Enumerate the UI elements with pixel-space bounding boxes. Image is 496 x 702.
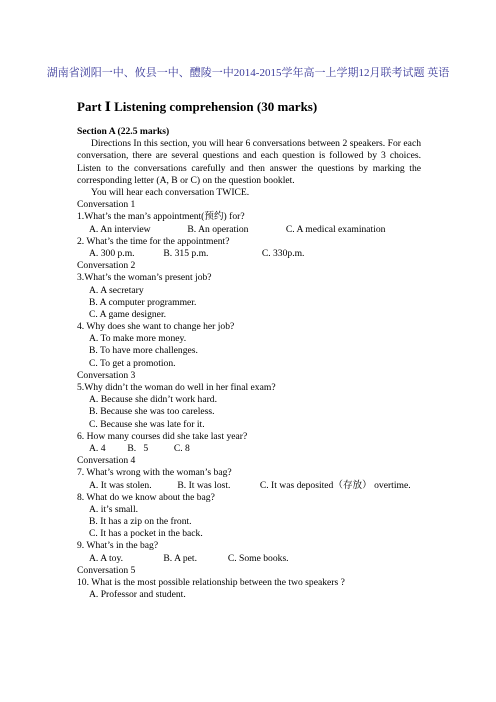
directions-note: You will hear each conversation TWICE. xyxy=(91,187,250,198)
question: 5.Why didn’t the woman do well in her final exam? xyxy=(77,382,276,393)
option-b: B. An operation xyxy=(187,223,249,235)
option-c: C. Because she was late for it. xyxy=(89,418,205,430)
question: 6. How many courses did she take last year? xyxy=(77,430,248,442)
option-c: C. It has a pocket in the back. xyxy=(89,528,203,540)
directions-paragraph: Directions In this section, you will hear 6 conversations between 2 speakers. For each conversation, there are several questions and each question is followed by 3 choices. Listen to the conversations carefully and then answer the questions by marking the corresponding letter (A, B or C) on the question booklet. xyxy=(77,138,421,186)
section-heading: Section A (22.5 marks) xyxy=(77,126,170,137)
option-c: C. A game designer. xyxy=(89,308,167,320)
question: 2. What’s the time for the appointment? xyxy=(77,235,230,247)
conversation-label: Conversation 5 xyxy=(77,564,136,576)
question: 7. What’s wrong with the woman’s bag? xyxy=(77,467,232,479)
option-a: A. 300 p.m. xyxy=(89,247,135,259)
option-a: A. Professor and student. xyxy=(89,589,186,601)
option-b: B. 315 p.m. xyxy=(163,247,209,259)
exam-body xyxy=(77,126,421,601)
answer-options xyxy=(77,443,421,455)
conversation-label: Conversation 4 xyxy=(77,455,136,467)
question: 1.What’s the man’s appointment(预约) for? xyxy=(77,211,245,223)
option-a: A. it’s small. xyxy=(89,503,139,515)
conversation-label: Conversation 2 xyxy=(77,260,136,272)
option-b: B. To have more challenges. xyxy=(89,345,198,357)
option-a: A. It was stolen. xyxy=(89,479,152,491)
option-c: C. 8 xyxy=(173,442,190,454)
option-c: C. It was deposited（存放） overtime. xyxy=(259,479,411,491)
question: 4. Why does she want to change her job? xyxy=(77,321,235,333)
option-a: A. A toy. xyxy=(89,552,124,564)
answer-options xyxy=(77,248,421,260)
option-b: B. 5 xyxy=(127,442,149,454)
option-c: C. 330p.m. xyxy=(261,247,305,259)
option-a: A. A secretary xyxy=(89,284,144,296)
option-b: B. It has a zip on the front. xyxy=(89,516,192,528)
option-a: A. To make more money. xyxy=(89,333,187,345)
option-b: B. A pet. xyxy=(163,552,197,564)
conversation-label: Conversation 3 xyxy=(77,369,136,381)
option-c: C. To get a promotion. xyxy=(89,357,176,369)
question: 8. What do we know about the bag? xyxy=(77,491,215,503)
question: 9. What’s in the bag? xyxy=(77,540,159,552)
answer-options xyxy=(77,224,421,236)
option-a: A. Because she didn’t work hard. xyxy=(89,394,217,406)
option-c: C. A medical examination xyxy=(285,223,386,235)
question: 3.What’s the woman’s present job? xyxy=(77,272,212,284)
conversation-label: Conversation 1 xyxy=(77,199,136,211)
question: 10. What is the most possible relationship between the two speakers ? xyxy=(77,577,345,588)
page-title: 湖南省浏阳一中、攸县一中、醴陵一中2014-2015学年高一上学期12月联考试题 英语 xyxy=(46,67,450,79)
option-b: B. It was lost. xyxy=(177,479,231,491)
answer-options xyxy=(77,480,421,492)
option-c: C. Some books. xyxy=(227,552,289,564)
option-a: A. 4 xyxy=(89,442,106,454)
option-a: A. An interview xyxy=(89,223,151,235)
part-heading: Part Ⅰ Listening comprehension (30 marks) xyxy=(77,99,318,114)
option-b: B. Because she was too careless. xyxy=(89,406,215,418)
answer-options xyxy=(77,553,421,565)
option-b: B. A computer programmer. xyxy=(89,296,197,308)
